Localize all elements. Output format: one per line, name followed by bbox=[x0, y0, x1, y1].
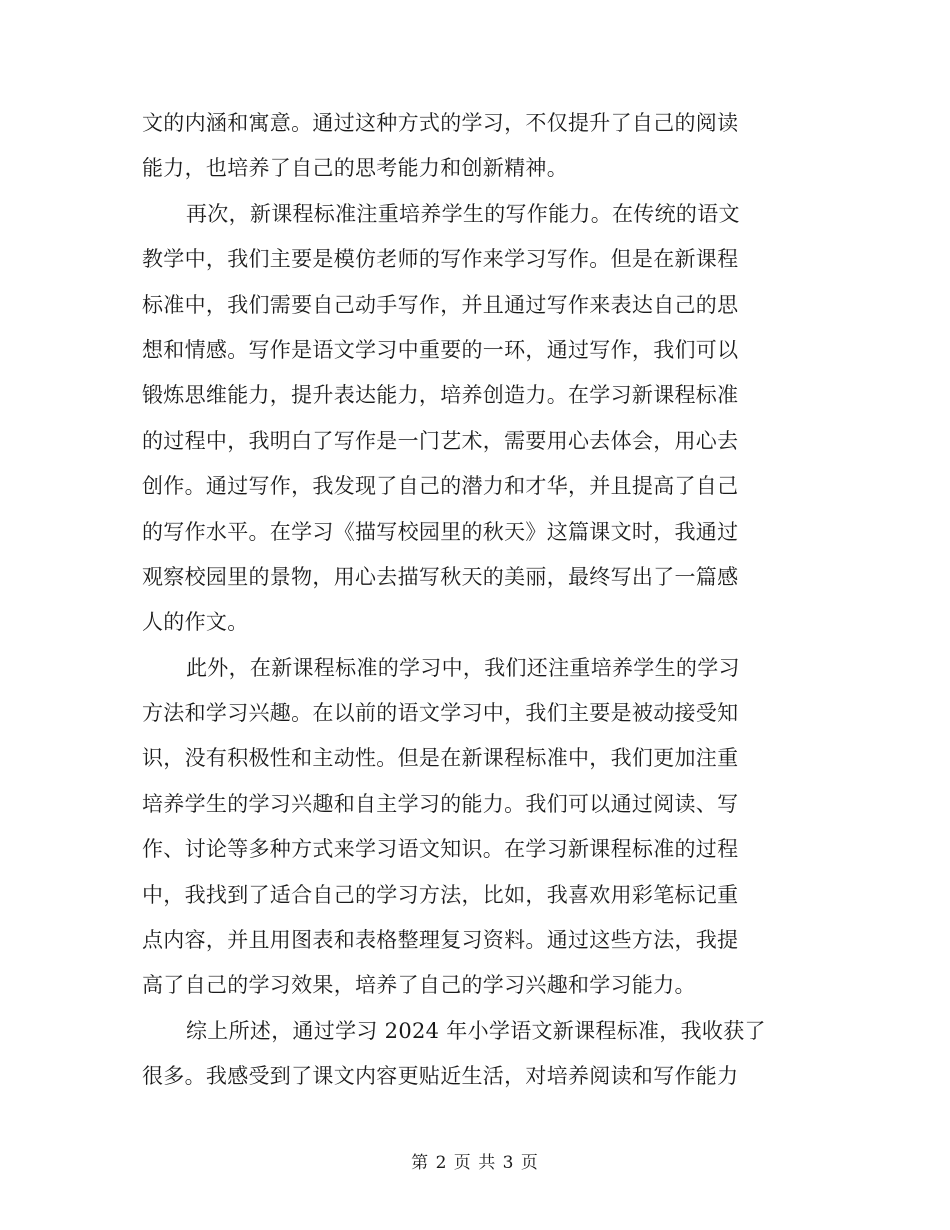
text-line: 文的内涵和寓意。通过这种方式的学习，不仅提升了自己的阅读 bbox=[142, 111, 739, 135]
text-line: 想和情感。写作是语文学习中重要的一环，通过写作，我们可以 bbox=[142, 337, 739, 362]
text-line: 标准中，我们需要自己动手写作，并且通过写作来表达自己的思 bbox=[142, 292, 739, 317]
text-line: 方法和学习兴趣。在以前的语文学习中，我们主要是被动接受知 bbox=[142, 701, 739, 726]
text-line: 中，我找到了适合自己的学习方法，比如，我喜欢用彩笔标记重 bbox=[142, 882, 739, 907]
body-text bbox=[142, 101, 810, 1100]
text-line: 创作。通过写作，我发现了自己的潜力和才华，并且提高了自己 bbox=[142, 474, 739, 499]
text-line: 锻炼思维能力，提升表达能力，培养创造力。在学习新课程标准 bbox=[142, 383, 739, 408]
page-footer: 第 2 页 共 3 页 bbox=[411, 1153, 539, 1173]
text-line: 很多。我感受到了课文内容更贴近生活，对培养阅读和写作能力 bbox=[142, 1064, 739, 1089]
text-line: 培养学生的学习兴趣和自主学习的能力。我们可以通过阅读、写 bbox=[142, 791, 739, 816]
text-line: 识，没有积极性和主动性。但是在新课程标准中，我们更加注重 bbox=[142, 746, 739, 771]
text-line: 教学中，我们主要是模仿老师的写作来学习写作。但是在新课程 bbox=[142, 247, 739, 272]
paragraph-first-line: 此外，在新课程标准的学习中，我们还注重培养学生的学习 bbox=[186, 655, 740, 680]
paragraph-first-line: 再次，新课程标准注重培养学生的写作能力。在传统的语文 bbox=[186, 201, 740, 226]
text-line: 点内容，并且用图表和表格整理复习资料。通过这些方法，我提 bbox=[142, 928, 739, 953]
text-line: 高了自己的学习效果，培养了自己的学习兴趣和学习能力。 bbox=[142, 973, 696, 998]
text-line: 的过程中，我明白了写作是一门艺术，需要用心去体会，用心去 bbox=[142, 428, 739, 453]
text-line: 的写作水平。在学习《描写校园里的秋天》这篇课文时，我通过 bbox=[142, 519, 739, 544]
paragraph-first-line: 综上所述，通过学习 2024 年小学语文新课程标准，我收获了 bbox=[186, 1018, 766, 1043]
text-line: 能力，也培养了自己的思考能力和创新精神。 bbox=[142, 156, 568, 181]
text-line: 人的作文。 bbox=[142, 610, 249, 635]
text-line: 观察校园里的景物，用心去描写秋天的美丽，最终写出了一篇感 bbox=[142, 564, 739, 589]
text-line: 作、讨论等多种方式来学习语文知识。在学习新课程标准的过程 bbox=[142, 837, 739, 862]
